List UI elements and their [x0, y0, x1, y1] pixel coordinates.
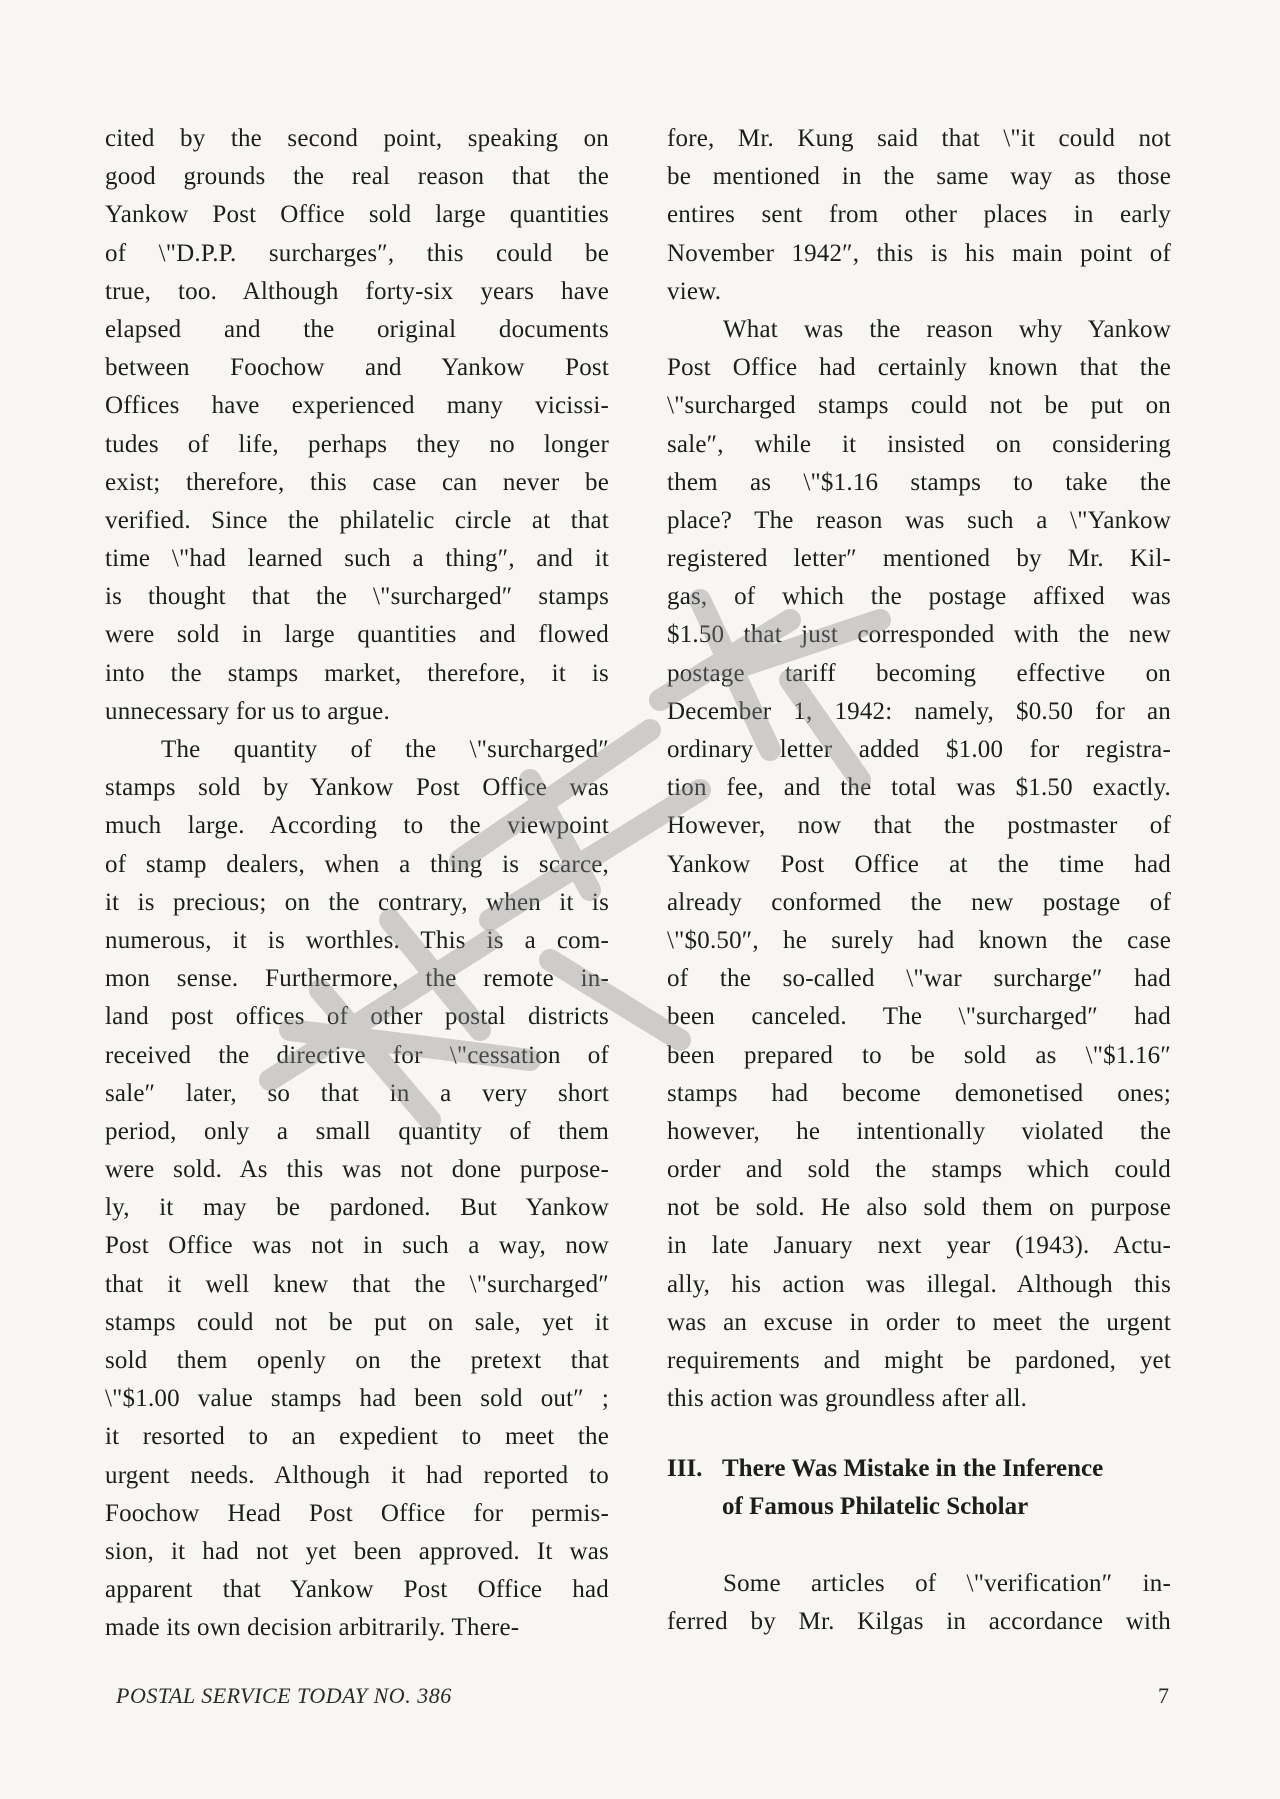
right-column-line: November 1942″, this is his main point of — [667, 239, 1171, 267]
right-column-line: \"surcharged stamps could not be put on — [667, 392, 1171, 420]
left-column-line: \"$1.00 value stamps had been sold out″ ; — [105, 1385, 609, 1413]
left-column-line: made its own decision arbitrarily. There- — [105, 1614, 520, 1642]
right-column-line: of the so-called \"war surcharge″ had — [667, 965, 1171, 993]
right-column-line: stamps had become demonetised ones; — [667, 1079, 1171, 1107]
left-column-line: land post offices of other postal districts — [105, 1003, 609, 1031]
left-column-line: stamps could not be put on sale, yet it — [105, 1308, 609, 1336]
left-column-line: is thought that the \"surcharged″ stamps — [105, 583, 609, 611]
left-column-line: true, too. Although forty-six years have — [105, 277, 609, 305]
right-column-line: not be sold. He also sold them on purpose — [667, 1194, 1171, 1222]
right-column-line: order and sold the stamps which could — [667, 1156, 1171, 1184]
right-column-line: however, he intentionally violated the — [667, 1117, 1171, 1145]
left-text-column — [105, 120, 609, 1648]
left-column-line: it resorted to an expedient to meet the — [105, 1423, 609, 1451]
left-column-line: cited by the second point, speaking on — [105, 125, 609, 152]
right-column-line: this action was groundless after all. — [667, 1385, 1028, 1413]
page-number: 7 — [1158, 1683, 1170, 1708]
left-column-line: stamps sold by Yankow Post Office was — [105, 774, 609, 802]
left-column-line: between Foochow and Yankow Post — [105, 354, 609, 382]
section-number: III. — [667, 1455, 703, 1482]
right-column-continued-line: Some articles of \"verification″ in- — [723, 1570, 1171, 1597]
left-column-line: Post Office was not in such a way, now — [105, 1232, 609, 1260]
left-column-line: Yankow Post Office sold large quantities — [105, 201, 609, 229]
right-column-continued-line: ferred by Mr. Kilgas in accordance with — [667, 1608, 1171, 1636]
right-column-line: ordinary letter added $1.00 for registra- — [667, 736, 1171, 763]
section-title-line-1: There Was Mistake in the Inference — [722, 1455, 1104, 1482]
left-column-line: of stamp dealers, when a thing is scarce, — [105, 850, 609, 878]
left-column-line: sale″ later, so that in a very short — [105, 1079, 609, 1107]
right-column-line: requirements and might be pardoned, yet — [667, 1347, 1171, 1374]
right-column-line: What was the reason why Yankow — [723, 315, 1171, 343]
right-column-line: already conformed the new postage of — [667, 888, 1171, 916]
left-column-line: received the directive for \"cessation of — [105, 1041, 609, 1069]
right-column-line: was an excuse in order to meet the urgent — [667, 1308, 1171, 1336]
left-column-line: tudes of life, perhaps they no longer — [105, 430, 609, 458]
right-column-line: tion fee, and the total was $1.50 exactly. — [667, 774, 1171, 802]
left-column-line: exist; therefore, this case can never be — [105, 468, 609, 496]
right-column-line: been canceled. The \"surcharged″ had — [667, 1003, 1171, 1031]
right-column-line: ally, his action was illegal. Although this — [667, 1270, 1171, 1298]
right-column-line: Post Office had certainly known that the — [667, 354, 1171, 382]
left-column-line: urgent needs. Although it had reported to — [105, 1461, 609, 1489]
left-column-line: numerous, it is worthles. This is a com- — [105, 926, 609, 954]
left-column-line: The quantity of the \"surcharged″ — [161, 736, 609, 763]
left-column-line: were sold. As this was not done purpose- — [105, 1156, 609, 1184]
left-column-line: verified. Since the philatelic circle at that — [105, 506, 609, 534]
left-column-line: it is precious; on the contrary, when it is — [105, 888, 609, 916]
left-column-line: of \"D.P.P. surcharges″, this could be — [105, 239, 609, 267]
left-column-line: ly, it may be pardoned. But Yankow — [105, 1194, 609, 1222]
right-column-line: $1.50 that just corresponded with the new — [667, 621, 1171, 649]
right-column-line: gas, of which the postage affixed was — [667, 583, 1171, 611]
left-column-line: were sold in large quantities and flowed — [105, 621, 609, 649]
left-column-line: mon sense. Furthermore, the remote in- — [105, 965, 609, 993]
left-column-line: elapsed and the original documents — [105, 315, 609, 343]
right-column-line: sale″, while it insisted on considering — [667, 430, 1171, 458]
left-column-line: time \"had learned such a thing″, and it — [105, 545, 609, 573]
right-column-line: registered letter″ mentioned by Mr. Kil- — [667, 545, 1171, 573]
section-heading — [667, 1450, 1171, 1526]
right-column-line: view. — [667, 277, 722, 305]
left-column-line: sold them openly on the pretext that — [105, 1347, 609, 1374]
left-column-line: unnecessary for us to argue. — [105, 697, 390, 725]
right-column-line: fore, Mr. Kung said that \"it could not — [667, 125, 1171, 152]
right-column-line: Yankow Post Office at the time had — [667, 850, 1171, 878]
right-column-line: December 1, 1942: namely, $0.50 for an — [667, 697, 1171, 725]
left-column-line: Offices have experienced many vicissi- — [105, 392, 609, 420]
left-column-line: into the stamps market, therefore, it is — [105, 659, 609, 687]
right-column-line: postage tariff becoming effective on — [667, 659, 1171, 687]
right-column-line: However, now that the postmaster of — [667, 812, 1171, 840]
left-column-line: period, only a small quantity of them — [105, 1117, 609, 1145]
section-title-line-2: of Famous Philatelic Scholar — [722, 1493, 1029, 1520]
right-column-line: place? The reason was such a \"Yankow — [667, 506, 1171, 534]
left-column-line: good grounds the real reason that the — [105, 163, 609, 191]
right-column-line: entires sent from other places in early — [667, 201, 1171, 229]
right-column-line: them as \"$1.16 stamps to take the — [667, 468, 1171, 496]
right-column-line: been prepared to be sold as \"$1.16″ — [667, 1041, 1171, 1069]
left-column-line: much large. According to the viewpoint — [105, 812, 609, 840]
left-column-line: that it well knew that the \"surcharged″ — [105, 1270, 609, 1298]
right-column-line: \"$0.50″, he surely had known the case — [667, 926, 1171, 954]
right-column-line: in late January next year (1943). Actu- — [667, 1232, 1171, 1260]
journal-footer: POSTAL SERVICE TODAY NO. 386 — [116, 1683, 452, 1708]
right-text-column-continued — [667, 1565, 1171, 1641]
left-column-line: Foochow Head Post Office for permis- — [105, 1499, 609, 1527]
left-column-line: sion, it had not yet been approved. It was — [105, 1537, 609, 1565]
left-column-line: apparent that Yankow Post Office had — [105, 1576, 609, 1604]
right-column-line: be mentioned in the same way as those — [667, 163, 1171, 191]
right-text-column — [667, 120, 1171, 1418]
